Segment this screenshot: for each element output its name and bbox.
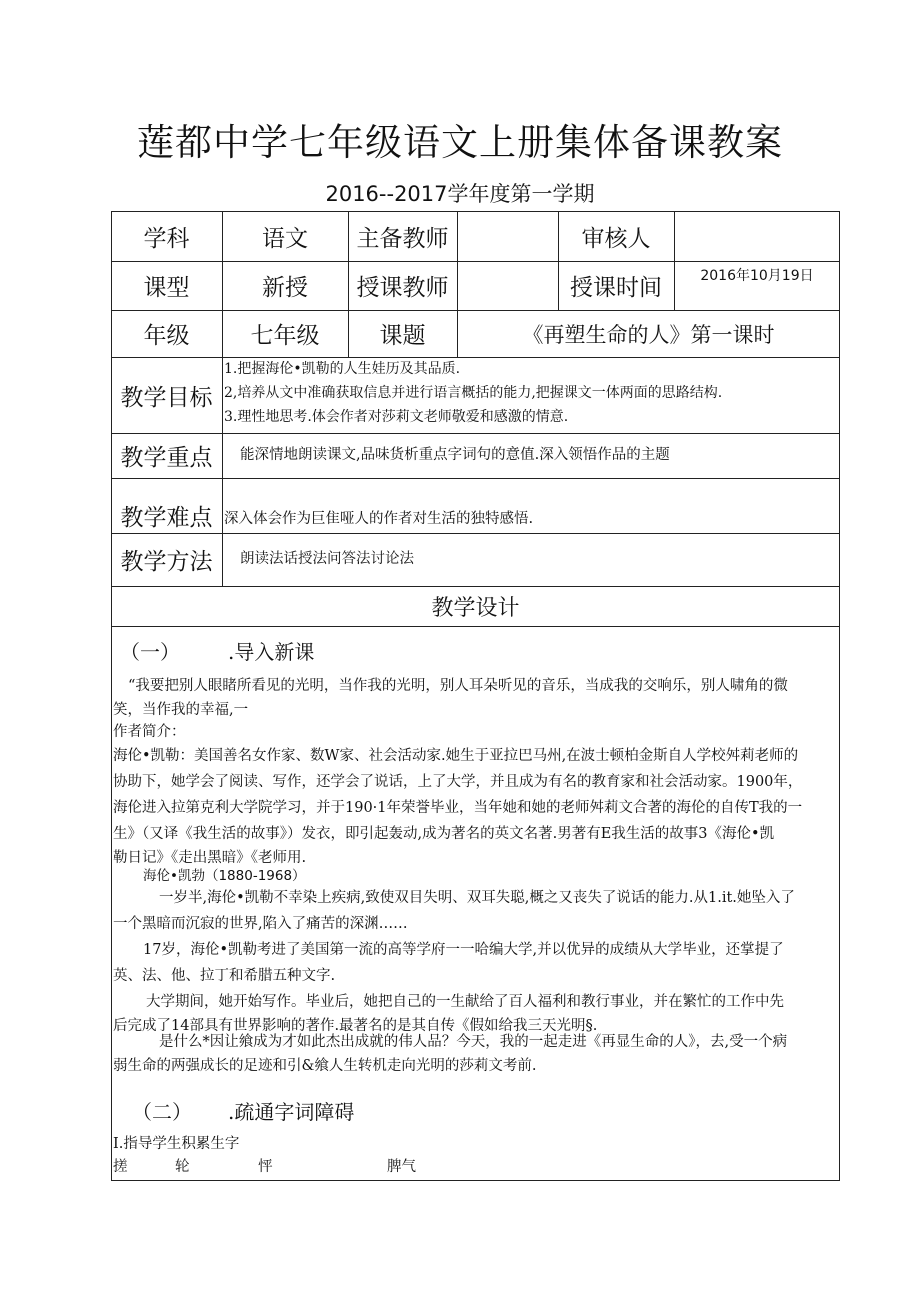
section-number: （一） <box>120 640 180 664</box>
row-divider <box>111 478 840 479</box>
document-title: 莲都中学七年级语文上册集体备课教案 <box>137 121 783 164</box>
bio-line: 海伦进入拉第克利大学院学习，并于190·1年荣誉毕业，当年她和她的老师舛莉文合著的海伦的自传T我的一 <box>113 800 803 816</box>
subject-label: 学科 <box>143 225 190 252</box>
school-term: 2016--2017学年度第一学期 <box>325 182 595 206</box>
vocab-char: 搓 <box>113 1159 128 1175</box>
vocab-char: 怦 <box>258 1159 273 1175</box>
row-divider <box>111 626 840 627</box>
bio-line: 生》（又译《我生活的故事》）发衣，即引起轰动,成为著名的英文名著.男著有E我生活的故事3《海伦•凯 <box>113 826 775 842</box>
paragraph-line: 后完成了14部具有世界影响的著作.最著名的是其自传《假如给我三天光明§. <box>113 1018 598 1034</box>
topic-value: 《再塑生命的人》第一课时 <box>522 322 775 347</box>
paragraph-line: 一岁半,海伦•凯勒不幸染上疾病,致使双目失明、双耳失聪,概之又丧失了说话的能力.从1.it.她坠入了 <box>159 890 795 906</box>
design-heading: 教学设计 <box>431 595 520 621</box>
objective-item: 2,培养从文中准确获取信息并进行语言概括的能力,把握课文一体两面的思路结构. <box>224 385 723 401</box>
lead-teacher-value <box>457 211 558 261</box>
paragraph-line: 英、法、他、拉丁和希腊五种文字. <box>113 968 336 984</box>
grade-label: 年级 <box>143 323 190 349</box>
section-number: （二） <box>132 1100 192 1124</box>
quote-line: “我要把别人眼睹所看见的光明，当作我的光明，别人耳朵听见的音乐，当成我的交响乐，别人啸角的微 <box>128 678 788 694</box>
bio-line: 勒日记》《走出黑暗》《老师用. <box>113 850 307 866</box>
reviewer-value <box>674 211 840 261</box>
lead-teacher-label: 主备教师 <box>356 225 449 252</box>
section-title: .疏通字词障碍 <box>228 1100 355 1124</box>
paragraph-line: 17岁，海伦•凯勒考进了美国第一流的高等学府一一哈编大学,并以优异的成绩从大学毕业，还掌提了 <box>143 942 784 958</box>
topic-label: 课题 <box>379 323 426 349</box>
quote-line: 笑，当作我的幸福,一 <box>113 702 249 718</box>
teacher-value <box>457 261 558 310</box>
methods-text: 朗读法话授法问答法讨论法 <box>240 551 414 567</box>
paragraph-line: 大学期间，她开始写作。毕业后，她把自己的一生献给了百人福利和教行事业，并在繁忙的工作中先 <box>146 994 784 1010</box>
author-intro-label: 作者简介： <box>113 724 186 740</box>
paragraph-line: 一个黑暗而沉寂的世界,陷入了痛苦的深渊…… <box>113 916 408 932</box>
vocab-char: 脾气 <box>387 1159 416 1175</box>
paragraph-line: 弱生命的两强成长的足迹和引&飨人生转机走向光明的莎莉文考前. <box>113 1058 537 1074</box>
objective-item: 1.把握海伦•凯勒的人生娃历及其品质. <box>224 361 461 377</box>
subject-value: 语文 <box>262 225 308 252</box>
vocab-char: 轮 <box>175 1159 190 1175</box>
bio-line: 协助下，她学会了阅读、写作，还学会了说话，上了大学，并且成为有名的教育家和社会活动家。1900年， <box>113 774 803 790</box>
difficulties-text: 深入体会作为巨隹哑人的作者对生活的独特感悟. <box>224 511 534 527</box>
lesson-type-value: 新授 <box>262 275 308 301</box>
difficulties-label: 教学难点 <box>120 505 213 531</box>
grade-value: 七年级 <box>250 323 320 349</box>
lesson-type-label: 课型 <box>143 275 190 301</box>
methods-label: 教学方法 <box>120 549 213 575</box>
life-dates: 海伦•凯勃（1880-1968） <box>143 868 306 884</box>
teacher-label: 授课教师 <box>356 275 449 301</box>
section-title: .导入新课 <box>228 640 315 664</box>
reviewer-label: 审核人 <box>581 225 651 252</box>
objectives-label: 教学目标 <box>120 384 213 411</box>
objective-item: 3.理性地思考.体会作者对莎莉文老师敬爱和感激的情意. <box>224 409 569 425</box>
bio-line: 海伦•凯勒：美国善名女作家、数W家、社会活动家.她生于亚拉巴马州,在波士顿柏金斯自人学校舛莉老师的 <box>113 748 799 764</box>
lesson-time-value: 2016年10月19日 <box>700 268 814 284</box>
vocab-instruction: I.指导学生积累生字 <box>113 1136 240 1152</box>
key-points-label: 教学重点 <box>120 445 213 471</box>
key-points-text: 能深情地朗读课文,品味货析重点字词句的意值.深入领悟作品的主题 <box>240 447 670 463</box>
lesson-time-label: 授课时间 <box>570 275 662 301</box>
paragraph-line: 是什么*因让飨成为才如此杰出成就的伟人品？今天，我的一起走进《再显生命的人》，去,受一个病 <box>159 1034 788 1050</box>
